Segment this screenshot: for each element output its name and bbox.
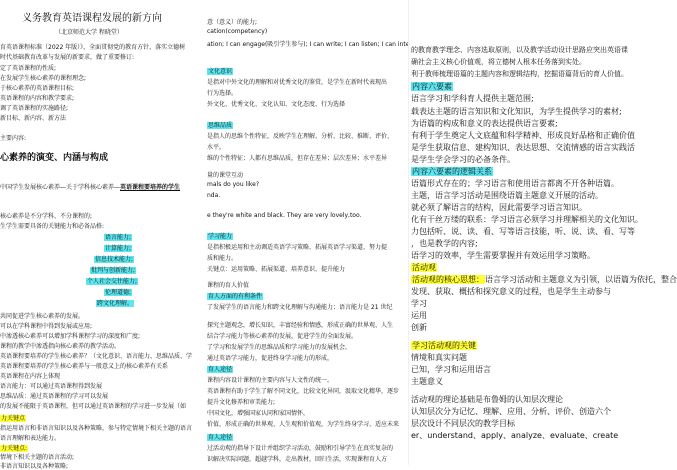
text-line: 主题意义 (411, 377, 443, 386)
highlight-heading: 内容六要素 (412, 82, 452, 91)
text-line: 指运用语言和非语言知识以及各种策略，参与特定情境下相关主题的语言 (0, 425, 193, 432)
text-line: 探究主题观念，增长知识，丰富经验和情感，形成正确的世界观、人生 (207, 322, 394, 329)
highlight-item: 信息技术能力; (95, 256, 134, 263)
highlight-heading: 学习活动观的关键 (412, 341, 476, 350)
text-line: 课程的教学中渗透指向核心素养的教学活动。 (0, 343, 121, 350)
text-line: 是学生获取信息、建构知识、表达思想、交流情感的语言实践活 (411, 143, 635, 152)
text-line: cation(competency) (207, 28, 268, 35)
author-line: （北京师范大学 程晓堂） (55, 29, 123, 36)
text-line: 确社会主义核心价值观，将立德树人根本任务落到实处。 (411, 58, 586, 66)
text-line: nda. (207, 192, 221, 199)
text-line: 关键点：运用策略、拓展渠道、培养意识、提升能力 (207, 266, 346, 273)
column-middle (207, 0, 408, 465)
highlight-item: 计算能力; (105, 245, 132, 252)
text-line: 通过英语学习能力，促进终身学习能力的形成， (207, 355, 334, 362)
highlight-item: 学习能力 (208, 233, 233, 240)
text-line: 是学生学会学习的必备条件。 (411, 155, 515, 164)
text-line: 情境下相关主题的语言活动; (0, 454, 75, 461)
text-line: 中渗透核心素养可以增加学科课程学习的深度和广度; (0, 333, 141, 340)
text-line: 维的个性特征；人都有思维品质，但存在差异；层次差异；水平差异 (207, 155, 388, 162)
text-line: 共同促进学生核心素养的发展。 (0, 313, 85, 320)
text-line: 认知层次分为记忆、理解、应用、分析、评价、创造六个 (411, 407, 611, 416)
text-line: 生学生需要具备的关键能力和必备品格: (0, 223, 105, 230)
highlight-item: 跨文化理解。 (97, 300, 134, 307)
text-line: 调了英语课程的实施路径; (0, 105, 69, 112)
text-line: 了发展学生的语言能力和跨文化理解与沟通能力；语言能力是 21 世纪 (207, 304, 393, 311)
highlight-item: 个人社会交往能力; (87, 278, 138, 285)
text-line: 力包括听、说、读、看、写等语言技能，听、说、读、看、写等 (411, 227, 635, 236)
highlight-item: 育人途径 (208, 366, 233, 373)
page-title: 义务教育英语课程发展的新方向 (22, 13, 162, 24)
text-line: 英语课程在内容上体现 (0, 373, 61, 380)
text-line: 育英语课程标准（2022 年版）》，全面贯彻党的教育方针，落实立德树 (0, 44, 186, 51)
text-line: 主要内容: (0, 135, 27, 142)
text-line: 语学习的效率，学生需要掌握并有效运用学习策略。 (411, 251, 595, 260)
text-line: 语言学习和学科育人提供主题范围; (411, 94, 534, 103)
text-line: 行为选择。 (207, 90, 238, 97)
text-line: 中国文化，增强国家认同和家国情怀， (207, 410, 310, 417)
text-line: e they're white and black. They are very lovely,too. (207, 212, 362, 219)
text-line: mals do you like? (207, 181, 260, 188)
text-line (0, 182, 180, 191)
text-line: 学习 (411, 299, 427, 308)
text-line: 水平。 (207, 144, 226, 151)
text-line: 情境和真实问题 (411, 353, 467, 362)
text-line: 价值，形成正确的世界观、人生观和价值观，为学生终身学习、适应未来 (207, 421, 400, 428)
text-span: 中国学生发展核心素养—关于学科核心素养— (0, 184, 121, 191)
text-line: 课程内容设计课程的主要内容与人文性的统一。 (207, 377, 334, 384)
highlight-item: 思维品质 (208, 122, 233, 129)
highlight-item: 语言能力; (105, 234, 132, 241)
highlight-item: 育人方面的有利条件 (208, 293, 263, 300)
text-line: 提升文化修养和审美能力; (207, 399, 276, 406)
text-line: 是指积极运用和主动调适英语学习策略、拓展英语学习渠道、努力提 (207, 244, 388, 251)
text-line: 了学习和发展学生的思维品质和学习能力的发展机会， (207, 344, 352, 351)
text-line: 主题，语言学习活动是围绕语篇主题意义开展的活动。 (411, 191, 603, 200)
text-line: 化有干丝万缕的联系：学习语言必须学习并理解相关的文化知识。 (411, 215, 643, 224)
text-line: 载表达主题的语言知识和文化知识，为学生提供学习的素材; (411, 107, 622, 116)
text-line: 利于教师梳理语篇的主题内容和逻辑结构，挖掘语篇背后的育人价值。 (411, 70, 628, 78)
highlight-item: 批判与创新能力; (91, 267, 136, 274)
text-line: 时代基础教育改革与发展的新要求，做了重要修订: (0, 54, 135, 61)
text-line: 创新 (411, 323, 427, 332)
text-line: 活动观的理论基础是布鲁姆的认知层次理论 (411, 395, 563, 404)
text-line (411, 274, 677, 285)
highlight-item: 力关键点: (1, 445, 28, 452)
column-left (0, 0, 207, 470)
text-line: 已知，学习和运用语言 (411, 365, 491, 374)
text-line: ，也是教学的内容; (411, 239, 478, 248)
text-line: 识解决实际问题，超越学科，走出教材，回归生活，实现课程育人方 (207, 456, 388, 463)
highlight-span: 活动观的核心思想： (412, 275, 484, 284)
text-line: 为语篇的构成和意义的表达提供语言要素; (411, 119, 558, 128)
text-line: 就必须了解语言的结构，因此需要学习语言知识。 (411, 203, 587, 212)
text-line: 层次设计不同层次的教学目标 (411, 419, 515, 428)
text-line: 英语课程要培养的学生核心素养与一般意义上的核心素养有关系 (0, 363, 169, 370)
text-line: 结合学习能力等核心素养的发展，促进学生的全面发展。 (207, 333, 358, 340)
text-line: 意（意义）的能力; (207, 19, 258, 26)
highlight-heading: 活动观 (412, 263, 436, 272)
text-line: 是指对中外文化的理解和对优秀文化的鉴赏，是学生在新时代表现出 (207, 79, 388, 86)
text-line: 的发展不能限于英语课程，但可以通过英语课程的学习进一步发展（如 (0, 403, 187, 410)
text-line: 可以在学科课程中得到发展或应用; (0, 323, 93, 330)
text-line: 量的课堂互动 (207, 172, 244, 179)
highlight-heading: 内容六要素的逻辑关系 (412, 167, 492, 176)
text-line: 语言能力：可以通过英语课程得到发展 (0, 383, 103, 390)
text-line: 的教育教学理念、内容选取原则，以及教学活动设计思路应突出英语课 (411, 46, 628, 54)
column-right (408, 0, 677, 465)
highlight-item: 文化意识 (208, 68, 233, 75)
text-line: 新目标、新内容、新方法 (0, 115, 67, 122)
text-line: 于核心素养的英语课程目标; (0, 85, 75, 92)
text-line: 英语课程有助于学生了解不同文化，比较文化异同，汲取文化精华，逐步 (207, 388, 400, 395)
text-line: 语篇形式存在的；学习语言和使用语言都离不开各种语篇。 (411, 179, 619, 188)
highlight-item: 伦理道德; (105, 289, 132, 296)
text-line: 英语课程的内容和教学要求; (0, 95, 75, 102)
text-line: 外文化、优秀文化、文化认知、文化态度、行为选择 (207, 101, 346, 108)
highlight-item: 育人途径 (208, 434, 233, 441)
text-line: 定了英语课程的性质; (0, 65, 57, 72)
text-line: ation; I can engage(吸引学生参与); I can write; I can listen; I can inte (207, 41, 410, 48)
text-line: er、understand、apply、analyze、evaluate、create (411, 431, 619, 440)
text-line: 有利于学生奠定人文底蕴和科学精神、形成良好品格和正确价值 (411, 131, 635, 140)
text-line: 在发展学生核心素养的课程理念; (0, 75, 87, 82)
text-line: 语言理解和表达能力。 (0, 435, 61, 442)
text-line: 英语课程要培养的学生核心素养？（文化意识、语言能力、思维品质、学 (0, 353, 193, 360)
text-line: 过活动观的指导下设计并组织学习活动，鼓励和引导学生在真实复杂的 (207, 445, 394, 452)
text-line: 发现、获取、概括和探究意义的过程，也是学生主动参与 (411, 287, 611, 296)
text-span-emphasis: 英语课程要培养的学生 (120, 184, 181, 191)
text-line: 课程的育人价值 (207, 282, 250, 289)
text-line: 非语言知识以及各种策略; (0, 463, 69, 470)
highlight-item: 力关键点 (1, 415, 26, 422)
text-line: 质和能力。 (207, 255, 238, 262)
text-line: 是指人的思维个性特征，反映学生在理解、分析、比较、推断、评价、 (207, 133, 394, 140)
text-line: 思维品质：通过英语课程的学习可以发展 (0, 393, 109, 400)
text-line: 运用 (411, 311, 427, 320)
text-span: 语言学习活动和主题意义为引领，以语篇为依托，整合 (485, 275, 677, 284)
text-line: 核心素养是不分学科、不分课程的; (0, 213, 93, 220)
section-heading: 心素养的演变、内涵与构成 (0, 153, 109, 163)
